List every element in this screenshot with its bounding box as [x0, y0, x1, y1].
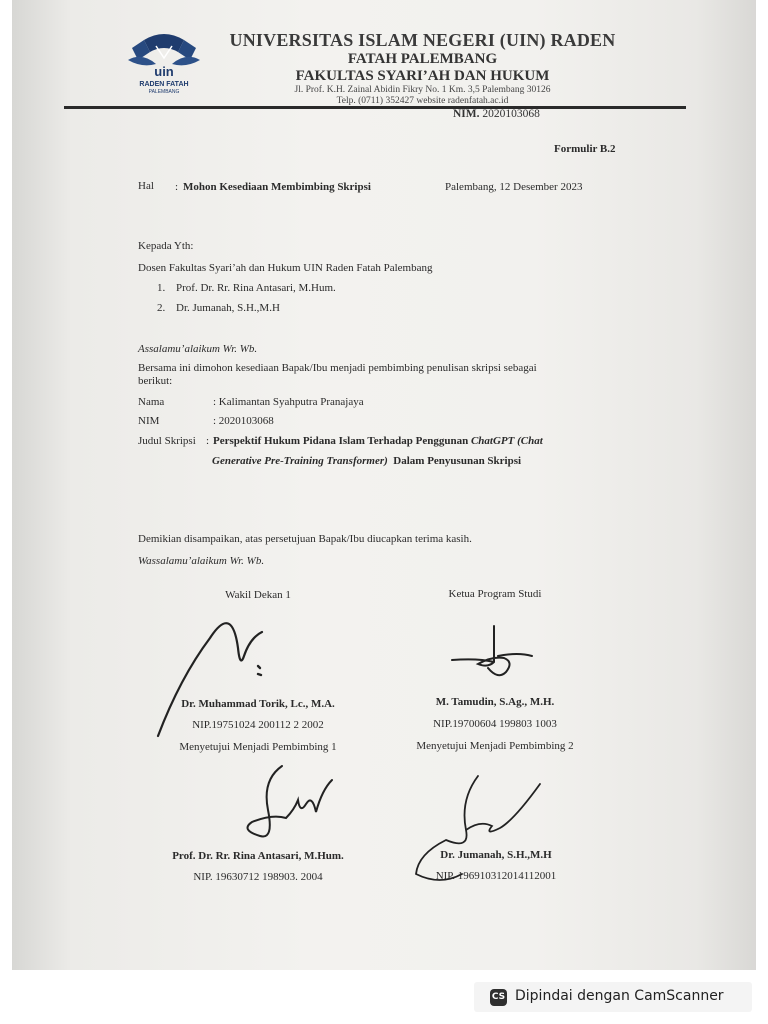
- signature-kaprodi: [448, 622, 538, 692]
- subject-label: Hal: [138, 180, 154, 192]
- thesis-title-line-2: Generative Pre-Training Transformer) Dalam Penyusunan Skripsi: [212, 455, 522, 467]
- right-role: Ketua Program Studi: [448, 588, 542, 600]
- scanner-badge-text: Dipindai dengan CamScanner: [515, 988, 724, 1004]
- subject-value: Mohon Kesediaan Membimbing Skripsi: [183, 181, 371, 193]
- left-signatory-name: Dr. Muhammad Torik, Lc., M.A.: [181, 698, 335, 710]
- svg-text:PALEMBANG: PALEMBANG: [148, 89, 180, 95]
- scanned-page: [12, 0, 756, 970]
- recipient-item-num-1: 1.: [157, 282, 166, 294]
- letterhead-contact: Telp. (0711) 352427 website radenfatah.ac.id: [336, 96, 509, 106]
- svg-text:RADEN FATAH: RADEN FATAH: [139, 81, 189, 88]
- intro-line-1: Bersama ini dimohon kesediaan Bapak/Ibu menjadi pembimbing penulisan skripsi sebagai: [138, 362, 537, 374]
- place-date: Palembang, 12 Desember 2023: [445, 181, 583, 193]
- signature-advisor-2: [410, 770, 550, 885]
- approval-advisor-2: Menyetujui Menjadi Pembimbing 2: [416, 740, 574, 752]
- student-nim-value: : 2020103068: [213, 415, 274, 427]
- scanner-badge: [474, 982, 752, 1012]
- student-name-label: Nama: [138, 396, 165, 408]
- advisor-2-nip: NIP. 196910312014112001: [435, 870, 557, 882]
- recipient-to: Kepada Yth:: [138, 240, 194, 252]
- closing-text: Demikian disampaikan, atas persetujuan Bapak/Ibu diucapkan terima kasih.: [138, 533, 472, 545]
- farewell-text: Wassalamu’alaikum Wr. Wb.: [138, 555, 265, 567]
- greeting: Assalamu’alaikum Wr. Wb.: [138, 343, 258, 355]
- advisor-1-nip: NIP. 19630712 198903. 2004: [193, 871, 323, 883]
- letterhead-line-1: UNIVERSITAS ISLAM NEGERI (UIN) RADEN: [229, 30, 616, 50]
- student-name-value: : Kalimantan Syahputra Pranajaya: [213, 396, 364, 408]
- letterhead-address: Jl. Prof. K.H. Zainal Abidin Fikry No. 1 Km. 3,5 Palembang 30126: [294, 85, 551, 95]
- header-nim: NIM. 2020103068: [453, 108, 540, 120]
- right-signatory-name: M. Tamudin, S.Ag., M.H.: [435, 696, 555, 708]
- left-role: Wakil Dekan 1: [225, 589, 291, 601]
- camscanner-icon: CS: [490, 989, 507, 1006]
- form-code: Formulir B.2: [554, 143, 616, 155]
- left-signatory-nip: NIP.19751024 200112 2 2002: [192, 719, 324, 731]
- thesis-title-line-1: Perspektif Hukum Pidana Islam Terhadap Penggunan ChatGPT (Chat: [213, 435, 543, 447]
- subject-sep: :: [175, 181, 179, 193]
- university-logo: [122, 30, 206, 96]
- advisor-2-name: Dr. Jumanah, S.H.,M.H: [440, 849, 552, 861]
- student-nim-label: NIM: [138, 415, 160, 427]
- advisor-1-name: Prof. Dr. Rr. Rina Antasari, M.Hum.: [172, 850, 344, 862]
- letterhead-line-2: FATAH PALEMBANG: [347, 51, 498, 67]
- thesis-title-label: Judul Skripsi: [138, 435, 196, 447]
- right-signatory-nip: NIP.19700604 199803 1003: [433, 718, 557, 730]
- thesis-title-sep: :: [206, 435, 210, 447]
- recipient-item-name-2: Dr. Jumanah, S.H.,M.H: [176, 302, 280, 314]
- recipient-item-name-1: Prof. Dr. Rr. Rina Antasari, M.Hum.: [176, 282, 336, 294]
- letterhead-line-3: FAKULTAS SYARI’AH DAN HUKUM: [295, 68, 550, 84]
- svg-text:uin: uin: [154, 64, 174, 79]
- approval-advisor-1: Menyetujui Menjadi Pembimbing 1: [179, 741, 337, 753]
- recipient-item-num-2: 2.: [157, 302, 166, 314]
- letterhead-rule: [64, 106, 686, 109]
- recipient-group: Dosen Fakultas Syari’ah dan Hukum UIN Raden Fatah Palembang: [138, 262, 433, 274]
- intro-line-2: berikut:: [138, 375, 173, 387]
- signature-advisor-1: [232, 760, 342, 860]
